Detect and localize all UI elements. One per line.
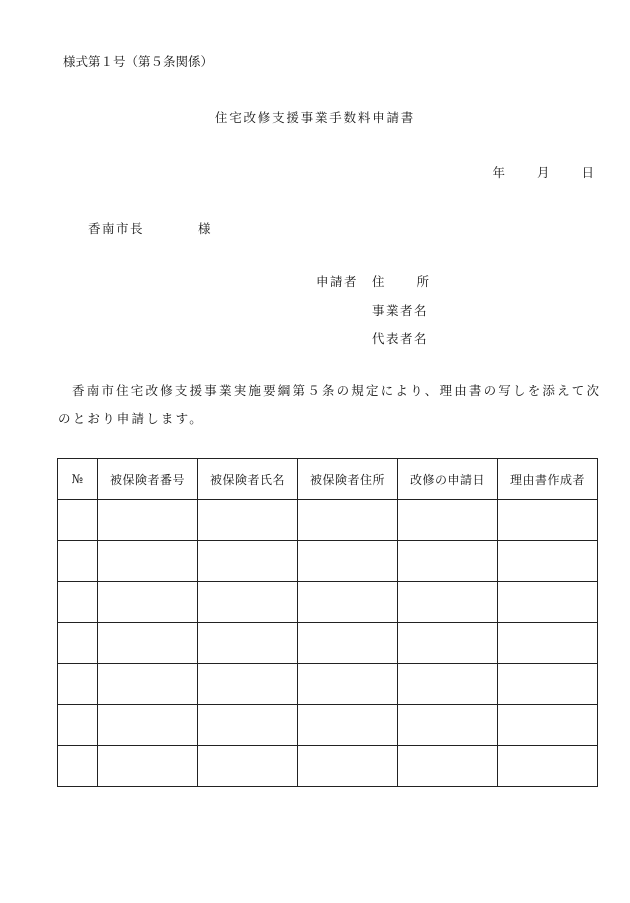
table-cell[interactable] [58, 746, 98, 787]
table-cell[interactable] [498, 500, 598, 541]
table-header-row [58, 459, 598, 500]
table-cell[interactable] [58, 664, 98, 705]
table-row [58, 623, 598, 664]
header-reason-author: 理由書作成者 [498, 459, 598, 500]
table-cell[interactable] [398, 500, 498, 541]
addressee-name: 香南市長 [88, 221, 145, 236]
table-cell[interactable] [198, 623, 298, 664]
date-year-label: 年 [492, 165, 505, 180]
body-paragraph: 香南市住宅改修支援事業実施要綱第５条の規定により、理由書の写しを添えて次のとおり申請します。 [58, 383, 602, 426]
table-cell[interactable] [58, 500, 98, 541]
table-cell[interactable] [298, 623, 398, 664]
table-cell[interactable] [298, 582, 398, 623]
document-title: 住宅改修支援事業手数料申請書 [214, 110, 416, 125]
table-cell[interactable] [198, 746, 298, 787]
applicant-representative-label: 代表者名 [372, 331, 429, 346]
table-cell[interactable] [298, 500, 398, 541]
table-cell[interactable] [498, 664, 598, 705]
addressee-honorific: 様 [198, 221, 213, 236]
table-cell[interactable] [58, 541, 98, 582]
table-cell[interactable] [398, 623, 498, 664]
table-row [58, 746, 598, 787]
table-cell[interactable] [58, 582, 98, 623]
date-line [492, 163, 594, 181]
header-insured-address: 被保険者住所 [298, 459, 398, 500]
table-cell[interactable] [298, 746, 398, 787]
table-cell[interactable] [398, 746, 498, 787]
table-cell[interactable] [298, 664, 398, 705]
table-row [58, 582, 598, 623]
applicant-role-label: 申請者 [316, 274, 359, 289]
table-cell[interactable] [298, 705, 398, 746]
table-cell[interactable] [98, 746, 198, 787]
table-row [58, 705, 598, 746]
applicant-address-label-b: 所 [416, 274, 430, 289]
date-month-label: 月 [536, 165, 550, 180]
table-cell[interactable] [298, 541, 398, 582]
form-label: 様式第１号（第５条関係） [63, 54, 214, 69]
table-cell[interactable] [198, 582, 298, 623]
table-row [58, 500, 598, 541]
table-cell[interactable] [398, 664, 498, 705]
table-cell[interactable] [98, 705, 198, 746]
table-cell[interactable] [98, 664, 198, 705]
table-cell[interactable] [498, 623, 598, 664]
table-cell[interactable] [98, 582, 198, 623]
header-application-date: 改修の申請日 [398, 459, 498, 500]
table-cell[interactable] [398, 582, 498, 623]
table-cell[interactable] [58, 705, 98, 746]
applicant-business-name-label: 事業者名 [372, 303, 429, 318]
table-cell[interactable] [198, 500, 298, 541]
table-cell[interactable] [58, 623, 98, 664]
table-cell[interactable] [498, 541, 598, 582]
date-day-label: 日 [581, 165, 594, 180]
table-cell[interactable] [498, 705, 598, 746]
table-cell[interactable] [98, 623, 198, 664]
table-cell[interactable] [198, 541, 298, 582]
addressee [88, 219, 212, 237]
applicant-address-label-a: 住 [372, 274, 385, 289]
table-cell[interactable] [398, 705, 498, 746]
application-table [57, 458, 598, 787]
table-row [58, 664, 598, 705]
applicant-address-label [372, 272, 429, 290]
table-row [58, 541, 598, 582]
table-cell[interactable] [198, 705, 298, 746]
table-cell[interactable] [498, 746, 598, 787]
table-cell[interactable] [498, 582, 598, 623]
header-insured-number: 被保険者番号 [98, 459, 198, 500]
table-cell[interactable] [98, 541, 198, 582]
table-cell[interactable] [398, 541, 498, 582]
header-number: № [58, 459, 98, 500]
header-insured-name: 被保険者氏名 [198, 459, 298, 500]
table-cell[interactable] [98, 500, 198, 541]
table-cell[interactable] [198, 664, 298, 705]
